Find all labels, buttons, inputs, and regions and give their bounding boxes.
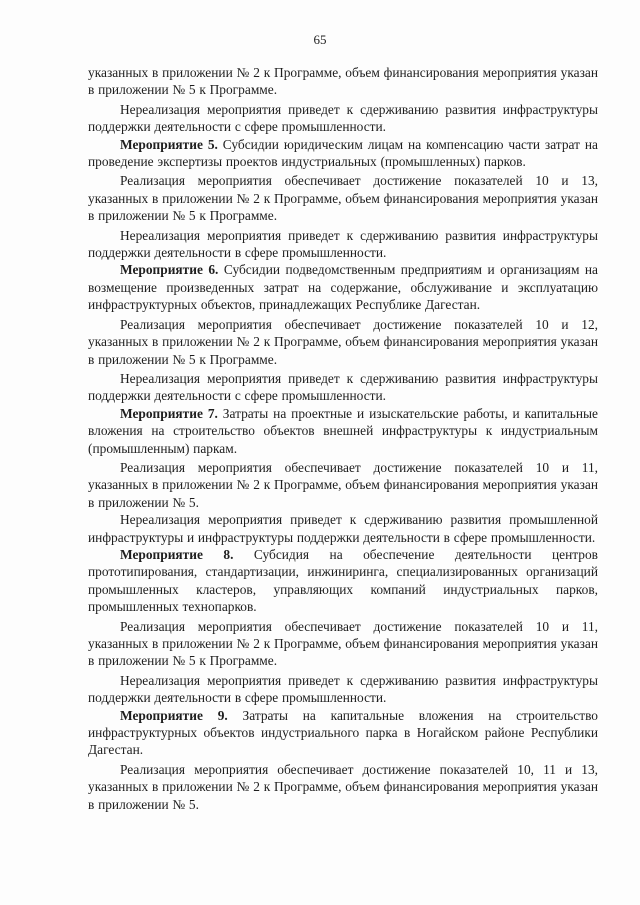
- paragraph-text: Реализация мероприятия обеспечивает достижение показателей 10, 11 и 13, указанных в приложении № 2 к Программе, объем финансирования мероприятия указан в приложении № 5.: [88, 761, 598, 812]
- paragraph-7: [88, 316, 598, 368]
- paragraph-text: Реализация мероприятия обеспечивает достижение показателей 10 и 13, указанных в приложении № 2 к Программе, объем финансирования мероприятия указан в приложении № 5 к Программе.: [88, 173, 598, 224]
- paragraph-text: Нереализация мероприятия приведет к сдерживанию развития инфраструктуры поддержки деятельности в сфере промышленности.: [88, 227, 598, 261]
- measure-8-paragraph: [88, 546, 598, 616]
- paragraph-2: [88, 101, 598, 136]
- paragraph-text: указанных в приложении № 2 к Программе, объем финансирования мероприятия указан в приложении № 5 к Программе.: [88, 65, 598, 98]
- paragraph-text: Субсидия на обеспечение деятельности центров прототипирования, стандартизации, инжиниринга, специализированных организаций промышленных кластеров, управляющих компаний индустриальных парков, промышленных технопарков.: [88, 546, 598, 615]
- paragraph-5: [88, 227, 598, 262]
- paragraph-14: [88, 672, 598, 707]
- paragraph-11: [88, 511, 598, 546]
- measure-5-paragraph: [88, 136, 598, 171]
- paragraph-text: Реализация мероприятия обеспечивает достижение показателей 10 и 11, указанных в приложении № 2 к Программе, объем финансирования мероприятия указан в приложении № 5 к Программе.: [88, 618, 598, 669]
- measure-heading: Мероприятие 9.: [120, 707, 228, 723]
- paragraph-16: [88, 761, 598, 813]
- paragraph-13: [88, 618, 598, 670]
- measure-heading: Мероприятие 8.: [120, 546, 234, 562]
- paragraph-text: Субсидии юридическим лицам на компенсацию части затрат на проведение экспертизы проектов индустриальных (промышленных) парков.: [88, 136, 598, 170]
- measure-7-paragraph: [88, 405, 598, 457]
- measure-heading: Мероприятие 6.: [120, 262, 219, 278]
- paragraph-1: [88, 64, 598, 99]
- paragraph-text: Затраты на капитальные вложения на строительство инфраструктурных объектов индустриального парка в Ногайском районе Республики Дагестан.: [88, 707, 598, 758]
- measure-heading: Мероприятие 7.: [120, 405, 218, 421]
- paragraph-text: Нереализация мероприятия приведет к сдерживанию развития инфраструктуры поддержки деятельности в сфере промышленности.: [88, 672, 598, 706]
- paragraph-8: [88, 370, 598, 405]
- measure-9-paragraph: [88, 707, 598, 759]
- paragraph-text: Реализация мероприятия обеспечивает достижение показателей 10 и 11, указанных в приложении № 2 к Программе, объем финансирования мероприятия указан в приложении № 5.: [88, 459, 598, 510]
- paragraph-text: Реализация мероприятия обеспечивает достижение показателей 10 и 12, указанных в приложении № 2 к Программе, объем финансирования мероприятия указан в приложении № 5 к Программе.: [88, 316, 598, 367]
- paragraph-4: [88, 172, 598, 224]
- paragraph-text: Нереализация мероприятия приведет к сдерживанию развития инфраструктуры поддержки деятельности с сфере промышленности.: [88, 101, 598, 135]
- paragraph-10: [88, 459, 598, 511]
- body-text: [88, 64, 598, 813]
- paragraph-text: Субсидии подведомственным предприятиям и организациям на возмещение произведенных затрат на содержание, обслуживание и эксплуатацию инфраструктурных объектов, принадлежащих Республике Дагестан.: [88, 262, 598, 313]
- measure-heading: Мероприятие 5.: [120, 136, 218, 152]
- paragraph-text: Нереализация мероприятия приведет к сдерживанию развития инфраструктуры поддержки деятельности с сфере промышленности.: [88, 370, 598, 404]
- paragraph-text: Затраты на проектные и изыскательские работы, и капитальные вложения на строительство объектов внешней инфраструктуры к индустриальным (промышленным) паркам.: [88, 405, 598, 456]
- measure-6-paragraph: [88, 261, 598, 313]
- page-number: 65: [313, 32, 327, 47]
- paragraph-text: Нереализация мероприятия приведет к сдерживанию развития промышленной инфраструктуры и инфраструктуры поддержки деятельности в сфере промышленности.: [88, 512, 598, 545]
